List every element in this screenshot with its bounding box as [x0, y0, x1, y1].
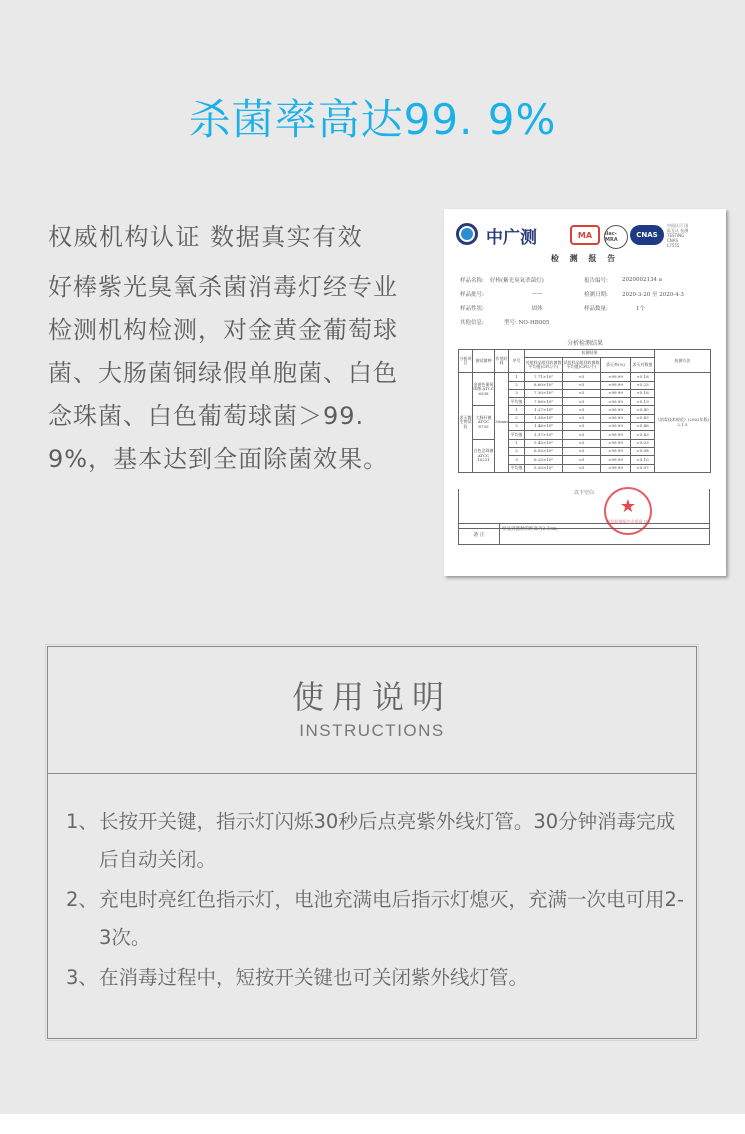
cell-no: 1 [509, 373, 525, 381]
th-method: 检测方法 [655, 350, 711, 373]
remarks-label: 备 注 [459, 524, 500, 544]
cell-rate: >99.99 [601, 447, 631, 455]
cell-log: >5.23 [631, 381, 655, 389]
cell-no: 1 [509, 406, 525, 414]
info-value: 好棒(紫光臭氧杀菌灯) [490, 278, 544, 284]
report-subtitle: 分析检测结果 [566, 340, 603, 347]
cell-ctrl: 7.71×10⁵ [525, 373, 563, 381]
cell-log: >5.16 [631, 389, 655, 397]
cma-cert-icon: MA [570, 225, 600, 245]
th-ctrl: 对照样品组回收菌数平均值(CFU/个) [525, 358, 563, 373]
cell-rate: >99.99 [601, 381, 631, 389]
cell-no: 2 [509, 414, 525, 422]
cell-rate: >99.99 [601, 373, 631, 381]
th-result: 检测结果 [525, 350, 655, 358]
cell-rate: >99.99 [601, 398, 631, 406]
cell-ctrl: 7.88×10⁵ [525, 398, 563, 406]
cell-rate: >99.99 [601, 406, 631, 414]
cell-test: <5 [563, 439, 601, 447]
info-key: 报告编号: [584, 278, 608, 284]
cell-rate: >99.99 [601, 431, 631, 439]
info-key: 检测日期: [584, 292, 608, 298]
intro-paragraph: 好棒紫光臭氧杀菌消毒灯经专业检测机构检测，对金黄金葡萄球菌、大肠菌铜绿假单胞菌、白色念珠菌、白色葡萄球菌＞99. 9%，基本达到全面除菌效果。 [48, 273, 398, 473]
cell-log: >5.07 [631, 464, 655, 472]
cell-ctrl: 5.45×10⁵ [525, 439, 563, 447]
report-logo-text: 中广测 [486, 228, 537, 248]
instructions-steps [66, 803, 686, 999]
cell-log: >5.43 [631, 431, 655, 439]
stamp-text: 检验检测报告专用章 (1) [606, 519, 650, 524]
table-header-row [459, 350, 711, 358]
cell-strain: 白色念珠菌 ATCC 10231 [473, 439, 495, 472]
cell-no: 2 [509, 447, 525, 455]
test-report-image [444, 209, 726, 576]
table-row [459, 373, 711, 381]
red-seal-stamp [604, 487, 652, 535]
cell-no: 1 [509, 439, 525, 447]
cnas-cert-icon: CNAS [630, 225, 664, 245]
cell-no: 3 [509, 389, 525, 397]
cell-no: 3 [509, 423, 525, 431]
remarks-row [458, 523, 710, 545]
cell-ctrl: 1.27×10⁶ [525, 406, 563, 414]
info-key: 样品性状: [460, 306, 484, 312]
cell-rate: >99.99 [601, 389, 631, 397]
cell-rate: >99.99 [601, 439, 631, 447]
info-key: 样品数量: [584, 306, 608, 312]
th-log: 杀灭对数值 [631, 358, 655, 373]
info-key: 样品名称: [460, 278, 484, 284]
cell-ctrl: 6.25×10⁵ [525, 456, 563, 464]
cell-test: <5 [563, 423, 601, 431]
certification-intro [48, 218, 408, 481]
instructions-title: 使用说明 [291, 678, 452, 716]
info-value: —— [531, 291, 543, 297]
info-row [460, 273, 716, 287]
info-key: 样品批号: [460, 292, 484, 298]
logo-globe-icon [461, 228, 473, 240]
cell-no: 平均值 [509, 464, 525, 472]
cell-ctrl: 7.30×10⁵ [525, 389, 563, 397]
cell-no: 3 [509, 456, 525, 464]
step-text: 在消毒过程中，短按开关键也可关闭紫外线灯管。 [99, 966, 529, 989]
star-icon: ★ [619, 496, 637, 517]
report-title: 检 测 报 告 [550, 253, 620, 263]
cell-rate: >99.99 [601, 456, 631, 464]
cell-test: <5 [563, 373, 601, 381]
cell-time: 30min [495, 373, 509, 473]
cell-test: <5 [563, 431, 601, 439]
cell-ctrl: 1.38×10⁶ [525, 414, 563, 422]
cell-test: <5 [563, 414, 601, 422]
cell-ctrl: 6.05×10⁵ [525, 447, 563, 455]
info-value: 型号: NO-HB005 [504, 320, 550, 326]
info-key: 其他信息: [460, 320, 484, 326]
cell-ctrl: 1.46×10⁶ [525, 423, 563, 431]
th-item: 分析项目 [459, 350, 473, 373]
th-test: 试验样品组回收菌数平均值(CFU/个) [563, 358, 601, 373]
cell-method: 《消毒技术规范》(2002年版) 2.1.5 [655, 373, 711, 473]
cell-test: <5 [563, 456, 601, 464]
cell-log: >5.10 [631, 456, 655, 464]
instruction-step [66, 881, 686, 957]
th-time: 作用时间 [495, 350, 509, 373]
info-value: 1个 [636, 306, 645, 312]
cell-test: <5 [563, 447, 601, 455]
cell-log: >5.03 [631, 439, 655, 447]
cell-strain: 金黄色葡萄球菌 ATCC 6538 [473, 373, 495, 406]
info-row [460, 315, 716, 329]
remarks-value: 样品到菌种的距离为2.3cm。 [502, 527, 561, 532]
step-text: 长按开关键，指示灯闪烁30秒后点亮紫外线灯管。30分钟消毒完成后自动关闭。 [99, 810, 676, 871]
instructions-header [48, 647, 696, 774]
cell-ctrl: 8.60×10⁵ [525, 381, 563, 389]
info-value: 2020-3-20 至 2020-4-3 [622, 292, 684, 298]
report-info [460, 273, 716, 329]
cell-no: 平均值 [509, 431, 525, 439]
cell-ctrl: 1.37×10⁶ [525, 431, 563, 439]
cell-no: 平均值 [509, 398, 525, 406]
th-no: 序号 [509, 350, 525, 373]
results-table [458, 349, 710, 473]
cell-no: 2 [509, 381, 525, 389]
cell-rate: >99.99 [601, 464, 631, 472]
info-value: 2020002134 a [622, 277, 663, 283]
intro-subtitle: 权威机构认证 数据真实有效 [48, 223, 364, 251]
cell-log: >5.08 [631, 447, 655, 455]
instruction-step [66, 959, 686, 997]
step-number: 3、 [66, 966, 98, 989]
instruction-step [66, 803, 686, 879]
cell-log: >5.19 [631, 398, 655, 406]
cell-log: >5.46 [631, 423, 655, 431]
instructions-subtitle: INSTRUCTIONS [299, 721, 445, 740]
step-number: 1、 [66, 810, 98, 833]
cell-item: 杀灭微生物试验 [459, 373, 473, 473]
info-value: 固体 [531, 306, 543, 312]
cell-rate: >99.99 [601, 423, 631, 431]
cell-test: <5 [563, 389, 601, 397]
report-header [454, 219, 716, 255]
blank-note: 以下空白 [573, 490, 594, 496]
ilac-cert-icon: ilac-MRA [604, 225, 628, 249]
th-strain: 测试菌种 [473, 350, 495, 373]
info-row [460, 301, 716, 315]
cell-test: <5 [563, 398, 601, 406]
step-text: 充电时亮红色指示灯，电池充满电后指示灯熄灭，充满一次电可用2-3次。 [99, 888, 684, 949]
cell-log: >5.40 [631, 406, 655, 414]
info-row [460, 287, 716, 301]
step-number: 2、 [66, 888, 98, 911]
cell-test: <5 [563, 464, 601, 472]
cell-ctrl: 5.93×10⁵ [525, 464, 563, 472]
cell-rate: >99.99 [601, 414, 631, 422]
cell-log: >5.18 [631, 373, 655, 381]
th-rate: 杀灭率(%) [601, 358, 631, 373]
cell-strain: 大肠杆菌 ATCC 8739 [473, 406, 495, 439]
cell-test: <5 [563, 406, 601, 414]
cell-log: >5.43 [631, 414, 655, 422]
cell-test: <5 [563, 381, 601, 389]
cert-caption: 中国认可 国际互认 检测 TESTING CNAS L7555 [667, 222, 689, 248]
instructions-box [47, 646, 697, 1039]
headline-sterilization-rate: 杀菌率高达99. 9% [188, 95, 557, 144]
